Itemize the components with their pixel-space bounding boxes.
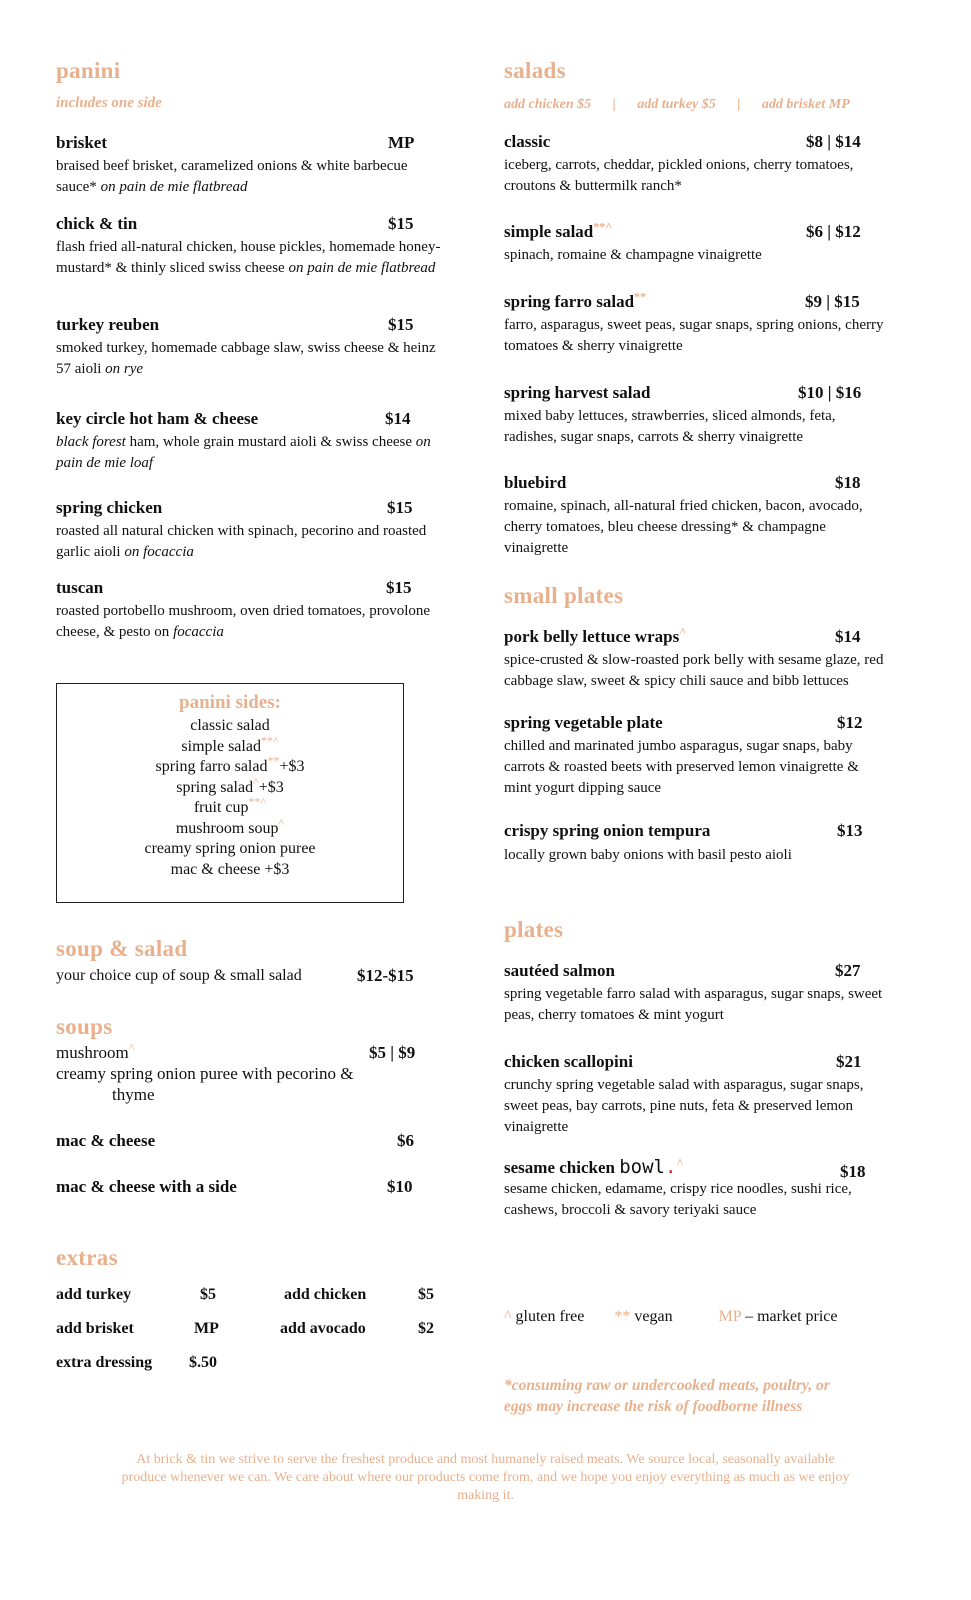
item-name: spring harvest salad (504, 383, 651, 402)
item-description: roasted all natural chicken with spinach, pecorino and roasted garlic aioli on focaccia (56, 523, 427, 560)
extra-item-name: add turkey (56, 1286, 132, 1303)
item-description: braised beef brisket, caramelized onions & white barbecue sauce* on pain de mie flatbread (56, 158, 408, 195)
item-price: $15 (386, 578, 412, 597)
sides-list (57, 716, 403, 880)
item-name: simple salad**^ (504, 219, 613, 241)
side-item: mushroom soup^ (175, 815, 285, 837)
item-price: MP (388, 133, 415, 152)
item-description: spring vegetable farro salad with asparagus, sugar snaps, sweet peas, cherry tomatoes & mint yogurt (504, 986, 883, 1023)
item-description: romaine, spinach, all-natural fried chicken, bacon, avocado, cherry tomatoes, bleu cheese dressing* & champagne vinaigrette (504, 498, 863, 556)
item-name: bluebird (504, 473, 567, 492)
item-name: pork belly lettuce wraps^ (504, 624, 687, 646)
panini-sides-box (56, 683, 404, 903)
side-item: spring salad^+$3 (176, 774, 284, 796)
menu-item (504, 1156, 889, 1221)
item-price: $8 | $14 (806, 132, 861, 151)
small-plates-heading: small plates (504, 583, 624, 608)
menu-item (56, 409, 451, 474)
extra-item-price: $.50 (189, 1354, 217, 1371)
food-safety-warning: *consuming raw or undercooked meats, poultry, or eggs may increase the risk of foodborne illness (504, 1377, 830, 1415)
soup-price: $5 | $9 (369, 1043, 416, 1062)
item-name: sesame chicken bowl.^ (504, 1155, 684, 1178)
item-description: crunchy spring vegetable salad with asparagus, sugar snaps, sweet peas, bay carrots, pine nuts, feta & preserved lemon vinaigrette (504, 1077, 864, 1135)
item-price: $27 (835, 961, 861, 980)
item-price: $15 (388, 315, 414, 334)
plates-heading: plates (504, 917, 564, 942)
item-name: turkey reuben (56, 315, 160, 334)
item-price: $14 (835, 627, 861, 646)
item-description: roasted portobello mushroom, oven dried tomatoes, provolone cheese, & pesto on focaccia (56, 603, 431, 640)
extra-item-name: add chicken (284, 1286, 367, 1303)
menu-item (504, 219, 889, 266)
item-name: spring farro salad** (504, 289, 647, 311)
item-description: black forest ham, whole grain mustard aioli & swiss cheese on pain de mie loaf (56, 434, 431, 471)
item-name: classic (504, 132, 551, 151)
item-price: $14 (385, 409, 411, 428)
menu-item (56, 133, 446, 198)
item-price: $13 (837, 821, 863, 840)
item-description: sesame chicken, edamame, crispy rice noodles, sushi rice, cashews, broccoli & savory teriyaki sauce (504, 1181, 852, 1218)
side-item: creamy spring onion puree (144, 840, 316, 857)
item-description: spice-crusted & slow-roasted pork belly with sesame glaze, red cabbage slaw, sweet & spicy chili sauce and bibb lettuces (504, 652, 884, 689)
item-price: $10 | $16 (798, 383, 862, 402)
item-price: $12 (837, 713, 863, 732)
menu-item (504, 473, 889, 559)
item-name: spring vegetable plate (504, 713, 663, 732)
item-name: tuscan (56, 578, 104, 597)
item-description: spinach, romaine & champagne vinaigrette (504, 247, 762, 263)
extra-item-price: $5 (418, 1286, 434, 1303)
soup-onion-line1: creamy spring onion puree with pecorino & (56, 1064, 354, 1083)
salads-heading: salads (504, 58, 566, 83)
footer-statement: At brick & tin we strive to serve the freshest produce and most humanely raised meats. We source local, seasonally available produce whenever we can. We care about where our products come from, and we hope you enjoy everything as much as we enjoy making it. (121, 1452, 850, 1503)
soup-salad-desc: your choice cup of soup & small salad (56, 967, 302, 984)
menu-item (504, 821, 889, 866)
menu-item (56, 578, 451, 643)
item-price: $15 (388, 214, 414, 233)
item-name: sautéed salmon (504, 961, 615, 980)
panini-subtitle: includes one side (56, 95, 162, 111)
soup-salad-price: $12-$15 (357, 966, 414, 985)
item-price: $18 (840, 1162, 866, 1181)
side-item: fruit cup**^ (193, 794, 267, 816)
item-description: flash fried all-natural chicken, house pickles, homemade honey-mustard* & thinly sliced swiss cheese on pain de mie flatbread (56, 239, 441, 276)
item-price: $6 | $12 (806, 222, 861, 241)
item-name: crispy spring onion tempura (504, 821, 711, 840)
item-description: locally grown baby onions with basil pesto aioli (504, 847, 792, 863)
item-name: chicken scallopini (504, 1052, 633, 1071)
extra-item-name: extra dressing (56, 1354, 153, 1371)
menu-item (504, 383, 889, 448)
soup-mushroom: mushroom^ (56, 1040, 135, 1062)
extras-heading: extras (56, 1245, 118, 1270)
menu-item (504, 624, 894, 692)
side-item: classic salad (190, 717, 270, 734)
item-price: $21 (836, 1052, 862, 1071)
menu-item (504, 961, 889, 1026)
item-name: brisket (56, 133, 107, 152)
legend: ^ gluten free ** vegan MP – market price (504, 1308, 838, 1325)
item-description: mixed baby lettuces, strawberries, sliced almonds, feta, radishes, sugar snaps, carrots & sherry vinaigrette (504, 408, 836, 445)
item-price: $15 (387, 498, 413, 517)
item-price: $9 | $15 (805, 292, 860, 311)
extra-item-price: MP (194, 1320, 219, 1337)
side-item: spring farro salad**+$3 (155, 753, 305, 775)
mac-cheese-side-name: mac & cheese with a side (56, 1177, 237, 1196)
item-description: smoked turkey, homemade cabbage slaw, swiss cheese & heinz 57 aioli on rye (56, 340, 436, 377)
side-item: mac & cheese +$3 (170, 860, 290, 878)
soups-heading: soups (56, 1014, 113, 1039)
menu-item (504, 1052, 889, 1138)
item-description: iceberg, carrots, cheddar, pickled onions, cherry tomatoes, croutons & buttermilk ranch* (504, 157, 854, 194)
extra-item-price: $2 (418, 1320, 434, 1337)
soup-salad-heading: soup & salad (56, 936, 188, 961)
item-price: $18 (835, 473, 861, 492)
extra-item-name: add avocado (280, 1320, 366, 1337)
sides-title: panini sides: (179, 692, 281, 713)
menu-item (504, 289, 889, 357)
bowl-logo: bowl. (619, 1156, 677, 1178)
salads-addons: add chicken $5 | add turkey $5 | add brisket MP (504, 97, 850, 112)
extra-item-name: add brisket (56, 1320, 134, 1337)
item-name: key circle hot ham & cheese (56, 409, 259, 428)
mac-cheese-side-price: $10 (387, 1177, 413, 1196)
item-description: chilled and marinated jumbo asparagus, sugar snaps, baby carrots & roasted beets with preserved lemon vinaigrette & mint yogurt dipping sauce (504, 738, 859, 796)
mac-cheese-price: $6 (397, 1131, 414, 1150)
menu-item (56, 315, 446, 380)
soup-onion-line2: thyme (112, 1085, 155, 1104)
menu-item (56, 498, 451, 563)
extra-item-price: $5 (200, 1286, 216, 1303)
side-item: simple salad**^ (181, 733, 279, 755)
menu-item (504, 132, 889, 197)
item-name: chick & tin (56, 214, 138, 233)
menu-item (504, 713, 889, 799)
item-description: farro, asparagus, sweet peas, sugar snaps, spring onions, cherry tomatoes & sherry vinaigrette (504, 317, 884, 354)
menu-item (56, 214, 446, 279)
item-name: spring chicken (56, 498, 163, 517)
mac-cheese-name: mac & cheese (56, 1131, 156, 1150)
panini-heading: panini (56, 58, 121, 83)
